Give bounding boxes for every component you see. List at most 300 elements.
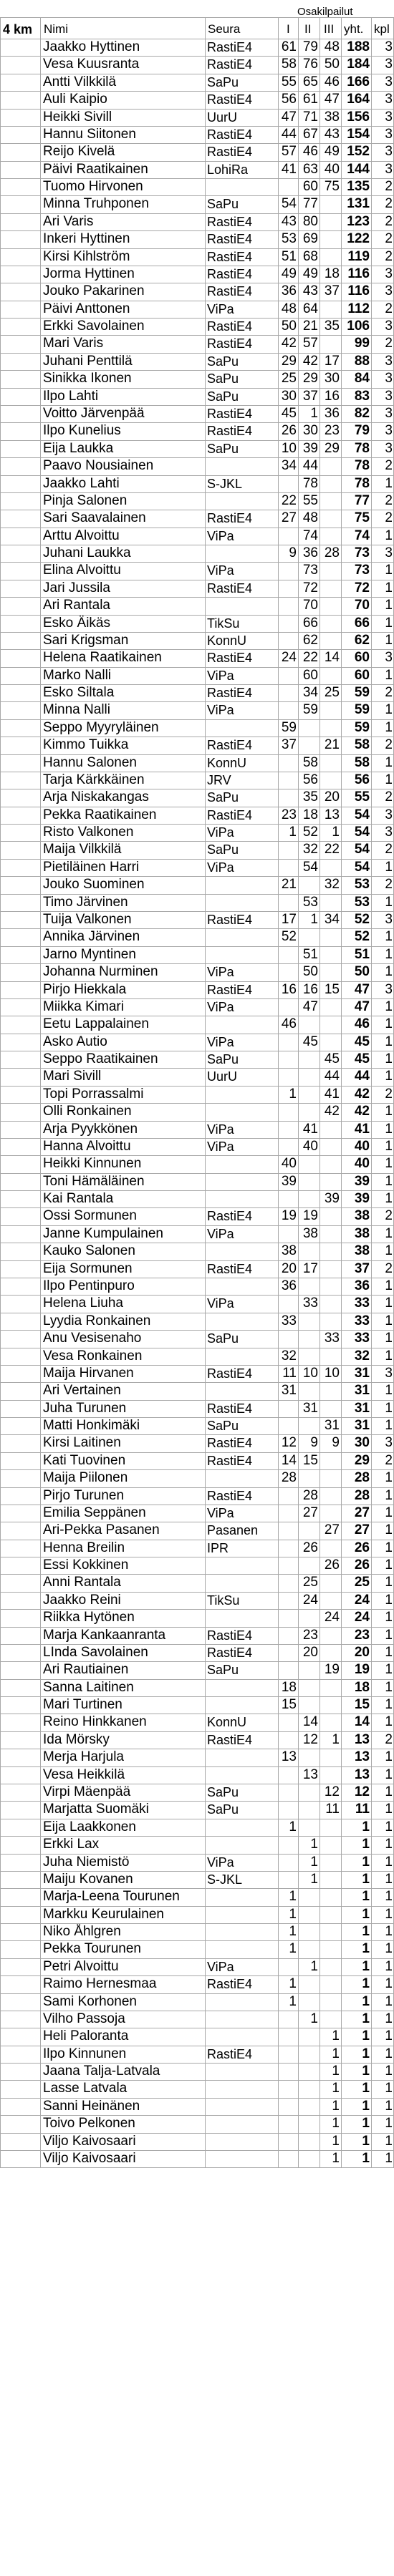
cell-club: ViPa <box>207 528 234 543</box>
table-row <box>0 1731 394 1749</box>
cell-round-2 <box>299 2080 318 2097</box>
cell-total: 30 <box>354 1435 370 1451</box>
cell-name: Kimmo Tuikka <box>43 737 129 753</box>
cell-round-1: 43 <box>281 213 297 229</box>
cell-count: 3 <box>385 109 393 125</box>
cell-round-2: 58 <box>302 754 318 770</box>
table-row <box>0 405 394 422</box>
cell-round-3: 75 <box>324 179 340 195</box>
table-row <box>0 422 394 439</box>
cell-round-1 <box>279 1731 297 1749</box>
cell-round-3 <box>321 1749 340 1766</box>
cell-club <box>206 1155 279 1172</box>
cell-round-2: 79 <box>302 39 318 54</box>
cell-club: RastiE4 <box>207 511 253 526</box>
cell-club <box>206 1557 279 1574</box>
cell-round-1: 1 <box>289 1993 297 2009</box>
table-row <box>0 701 394 719</box>
cell-total: 32 <box>354 1348 370 1364</box>
cell-name: Reino Hinkkanen <box>43 1714 147 1730</box>
cell-total: 78 <box>354 458 370 474</box>
cell-round-2: 44 <box>302 458 318 474</box>
cell-total: 116 <box>347 266 370 281</box>
cell-round-1: 1 <box>289 1924 297 1940</box>
cell-count: 1 <box>385 1906 393 1922</box>
cell-club: RastiE4 <box>207 319 253 334</box>
grid-hline <box>0 1417 394 1418</box>
cell-round-3 <box>321 1225 340 1243</box>
cell-total: 24 <box>354 1610 370 1625</box>
cell-round-3: 28 <box>324 545 340 561</box>
cell-total: 72 <box>354 580 370 596</box>
cell-total: 84 <box>354 371 370 387</box>
cell-count: 1 <box>385 719 393 735</box>
cell-club: ViPa <box>207 965 234 980</box>
grid-hline <box>0 667 394 668</box>
cell-round-2: 52 <box>302 825 318 840</box>
cell-count: 3 <box>385 825 393 840</box>
cell-name: Pirjo Turunen <box>43 1487 125 1503</box>
cell-count: 2 <box>385 1208 393 1224</box>
cell-count: 3 <box>385 39 393 54</box>
cell-count: 1 <box>385 1749 393 1765</box>
grid-vline <box>278 17 279 2167</box>
cell-total: 20 <box>354 1644 370 1660</box>
cell-round-2 <box>299 1557 318 1574</box>
table-row <box>0 1417 394 1434</box>
table-row <box>0 580 394 597</box>
cell-name: Raimo Hernesmaa <box>43 1976 157 1992</box>
cell-count: 1 <box>385 475 393 491</box>
column-header-round-3: III <box>324 22 335 36</box>
cell-club: KonnU <box>207 755 247 770</box>
cell-count: 2 <box>385 301 393 316</box>
cell-club <box>206 1086 279 1103</box>
table-row <box>0 492 394 510</box>
grid-hline <box>0 1382 394 1383</box>
cell-round-2 <box>299 2098 318 2115</box>
cell-name: Ari Vertainen <box>43 1383 121 1399</box>
cell-name: Asko Autio <box>43 1034 107 1049</box>
cell-round-1: 17 <box>281 912 297 927</box>
table-row <box>0 1784 394 1801</box>
cell-round-1 <box>279 178 297 195</box>
cell-round-3 <box>321 1592 340 1609</box>
cell-count: 1 <box>385 563 393 578</box>
grid-hline <box>0 1086 394 1087</box>
table-row <box>0 1819 394 1836</box>
cell-round-3 <box>321 1295 340 1312</box>
cell-round-2: 56 <box>302 772 318 787</box>
cell-count: 2 <box>385 336 393 351</box>
cell-club <box>206 1923 279 1940</box>
cell-club: SaPu <box>207 354 239 369</box>
cell-total: 156 <box>347 109 370 125</box>
cell-club <box>206 1103 279 1120</box>
cell-total: 33 <box>354 1331 370 1346</box>
grid-hline <box>0 1906 394 1907</box>
cell-club: RastiE4 <box>207 1209 253 1224</box>
cell-name: Erkki Lax <box>43 1837 100 1852</box>
cell-round-3: 1 <box>332 825 340 840</box>
cell-round-2: 10 <box>302 1365 318 1381</box>
table-row <box>0 649 394 666</box>
cell-round-3: 25 <box>324 685 340 701</box>
cell-club: RastiE4 <box>207 284 253 299</box>
cell-total: 1 <box>362 1854 370 1870</box>
grid-hline <box>0 2080 394 2081</box>
table-row <box>0 789 394 806</box>
cell-round-3 <box>321 859 340 876</box>
cell-count: 1 <box>385 1487 393 1503</box>
cell-name: Janne Kumpulainen <box>43 1225 163 1241</box>
table-row <box>0 1993 394 2011</box>
cell-club: SaPu <box>207 389 239 404</box>
cell-round-2: 40 <box>302 1138 318 1154</box>
cell-count: 2 <box>385 510 393 526</box>
cell-round-1 <box>279 2115 297 2132</box>
cell-club: S-JKL <box>207 476 243 491</box>
cell-name: Pekka Tourunen <box>43 1941 141 1957</box>
cell-round-1: 10 <box>281 440 297 456</box>
cell-round-3 <box>321 1644 340 1661</box>
cell-round-1: 31 <box>281 1383 297 1399</box>
table-row <box>0 126 394 143</box>
cell-name: Tarja Kärkkäinen <box>43 772 145 787</box>
cell-round-2 <box>299 1696 318 1714</box>
cell-round-2: 32 <box>302 842 318 857</box>
table-row <box>0 266 394 283</box>
cell-name: Jorma Hyttinen <box>43 266 135 281</box>
cell-total: 88 <box>354 353 370 369</box>
cell-round-2: 1 <box>310 1958 318 1974</box>
cell-round-1: 50 <box>281 319 297 334</box>
cell-round-3 <box>321 1836 340 1853</box>
cell-round-2: 64 <box>302 301 318 316</box>
cell-round-3 <box>321 1243 340 1260</box>
grid-vline <box>341 17 342 2167</box>
cell-round-3: 22 <box>324 842 340 857</box>
cell-round-3: 18 <box>324 266 340 281</box>
table-row <box>0 1295 394 1312</box>
grid-hline <box>0 422 394 423</box>
cell-round-1: 51 <box>281 248 297 264</box>
grid-vline <box>40 17 41 2167</box>
cell-round-1 <box>279 1487 297 1505</box>
table-row <box>0 1207 394 1225</box>
cell-total: 75 <box>354 510 370 526</box>
cell-name: Vesa Kuusranta <box>43 57 140 72</box>
cell-round-2: 73 <box>302 563 318 578</box>
cell-club: RastiE4 <box>207 1366 253 1381</box>
cell-club: ViPa <box>207 301 234 316</box>
cell-club: ViPa <box>207 1034 234 1049</box>
grid-hline <box>0 1993 394 1994</box>
cell-round-1: 44 <box>281 126 297 142</box>
cell-round-1 <box>279 2098 297 2115</box>
cell-name: Olli Ronkainen <box>43 1104 132 1119</box>
cell-round-2: 36 <box>302 545 318 561</box>
cell-count: 3 <box>385 283 393 299</box>
cell-round-2: 63 <box>302 161 318 177</box>
cell-round-2: 67 <box>302 126 318 142</box>
cell-round-2: 17 <box>302 1260 318 1276</box>
cell-name: Johanna Nurminen <box>43 964 158 980</box>
cell-round-3 <box>321 963 340 981</box>
cell-round-3 <box>321 1627 340 1644</box>
cell-name: Petri Alvoittu <box>43 1958 119 1974</box>
cell-total: 1 <box>362 1819 370 1834</box>
grid-hline <box>0 649 394 650</box>
cell-count: 1 <box>385 1557 393 1573</box>
cell-count: 1 <box>385 1104 393 1119</box>
cell-round-2: 15 <box>302 1452 318 1468</box>
cell-round-2: 18 <box>302 807 318 822</box>
table-row <box>0 370 394 387</box>
cell-round-2 <box>299 1330 318 1347</box>
cell-round-3 <box>321 1452 340 1469</box>
cell-club: RastiE4 <box>207 424 253 439</box>
cell-club: KonnU <box>207 1715 247 1730</box>
cell-round-2 <box>299 2046 318 2063</box>
cell-club <box>206 1609 279 1626</box>
cell-count: 1 <box>385 1714 393 1730</box>
cell-round-2: 62 <box>302 632 318 648</box>
grid-hline <box>0 1627 394 1628</box>
cell-total: 26 <box>354 1540 370 1555</box>
cell-round-2: 55 <box>302 492 318 508</box>
cell-round-3 <box>321 1975 340 1993</box>
cell-club: SaPu <box>207 790 239 805</box>
table-row <box>0 143 394 160</box>
cell-club: ViPa <box>207 1296 234 1311</box>
cell-total: 62 <box>354 632 370 648</box>
table-row <box>0 1644 394 1661</box>
cell-total: 154 <box>347 126 370 142</box>
cell-name: Mari Varis <box>43 336 104 351</box>
cell-round-1 <box>279 1051 297 1068</box>
grid-hline <box>0 1469 394 1470</box>
cell-round-1: 36 <box>281 283 297 299</box>
cell-count: 3 <box>385 161 393 177</box>
table-row <box>0 1487 394 1505</box>
cell-count: 1 <box>385 528 393 543</box>
table-row <box>0 928 394 946</box>
cell-name: Eija Laukka <box>43 440 114 456</box>
cell-total: 82 <box>354 405 370 421</box>
grid-hline <box>0 370 394 371</box>
cell-round-2: 12 <box>302 1731 318 1747</box>
group-header-osakilpailut: Osakilpailut <box>297 6 353 18</box>
cell-round-2 <box>299 1784 318 1801</box>
cell-total: 1 <box>362 2011 370 2026</box>
cell-count: 1 <box>385 1243 393 1259</box>
cell-round-2: 60 <box>302 667 318 683</box>
cell-total: 29 <box>354 1452 370 1468</box>
cell-name: Anu Vesisenaho <box>43 1331 142 1346</box>
cell-club: RastiE4 <box>207 1401 253 1416</box>
cell-club: ViPa <box>207 999 234 1014</box>
table-row <box>0 353 394 370</box>
cell-round-3: 21 <box>324 737 340 753</box>
table-row <box>0 528 394 545</box>
column-header-round-2: II <box>304 22 312 36</box>
cell-round-1: 20 <box>281 1260 297 1276</box>
cell-count: 1 <box>385 632 393 648</box>
cell-round-1: 33 <box>281 1313 297 1328</box>
cell-count: 2 <box>385 179 393 195</box>
cell-count: 1 <box>385 1191 393 1207</box>
cell-total: 19 <box>354 1662 370 1678</box>
cell-club: SaPu <box>207 441 239 456</box>
cell-round-3 <box>321 1854 340 1871</box>
cell-round-1 <box>279 1958 297 1975</box>
cell-name: Sinikka Ikonen <box>43 371 132 387</box>
cell-round-3: 27 <box>324 1522 340 1538</box>
cell-round-2 <box>299 1923 318 1940</box>
cell-round-3 <box>321 1906 340 1923</box>
cell-count: 1 <box>385 1383 393 1399</box>
cell-name: Markku Keurulainen <box>43 1906 164 1922</box>
cell-round-1: 53 <box>281 231 297 247</box>
cell-round-2: 43 <box>302 283 318 299</box>
cell-name: Emilia Seppänen <box>43 1505 146 1520</box>
cell-name: Eetu Lappalainen <box>43 1016 149 1032</box>
cell-round-2: 47 <box>302 998 318 1014</box>
cell-round-2 <box>299 737 318 754</box>
cell-total: 152 <box>347 144 370 160</box>
cell-count: 1 <box>385 964 393 980</box>
cell-name: Jaakko Lahti <box>43 475 120 491</box>
cell-name: Lasse Latvala <box>43 2081 128 2096</box>
table-row <box>0 824 394 841</box>
cell-round-3: 38 <box>324 109 340 125</box>
grid-hline <box>0 230 394 231</box>
cell-round-1 <box>279 1609 297 1626</box>
cell-round-3: 14 <box>324 650 340 666</box>
cell-name: Viljo Kaivosaari <box>43 2150 136 2166</box>
cell-round-2: 1 <box>310 1871 318 1887</box>
table-row <box>0 2150 394 2167</box>
table-row <box>0 335 394 352</box>
cell-count: 1 <box>385 1924 393 1940</box>
cell-club: RastiE4 <box>207 1453 253 1468</box>
cell-round-3 <box>321 1679 340 1696</box>
cell-name: Maija Hirvanen <box>43 1365 134 1381</box>
cell-round-3 <box>321 528 340 545</box>
cell-total: 1 <box>362 2081 370 2096</box>
cell-round-1: 38 <box>281 1243 297 1259</box>
grid-hline <box>0 2115 394 2116</box>
cell-name: Jouko Pakarinen <box>43 283 145 299</box>
cell-name: Esko Siltala <box>43 685 115 701</box>
table-row <box>0 213 394 230</box>
cell-total: 51 <box>354 946 370 962</box>
cell-round-1 <box>279 1784 297 1801</box>
cell-total: 40 <box>354 1138 370 1154</box>
cell-round-2 <box>299 1068 318 1085</box>
cell-total: 188 <box>347 39 370 54</box>
cell-count: 1 <box>385 1034 393 1049</box>
cell-round-3 <box>321 597 340 614</box>
cell-round-1 <box>279 1557 297 1574</box>
cell-total: 73 <box>354 545 370 561</box>
cell-round-3 <box>321 1016 340 1033</box>
cell-name: Arja Niskakangas <box>43 789 149 805</box>
cell-round-2: 27 <box>302 1505 318 1520</box>
grid-hline <box>0 1295 394 1296</box>
grid-hline <box>0 2063 394 2064</box>
cell-round-2: 1 <box>310 912 318 927</box>
cell-round-2: 1 <box>310 2011 318 2026</box>
cell-round-2 <box>299 1801 318 1818</box>
cell-total: 1 <box>362 2098 370 2114</box>
cell-name: Paavo Nousiainen <box>43 458 154 474</box>
cell-count: 1 <box>385 1802 393 1817</box>
cell-round-3: 1 <box>332 2046 340 2061</box>
column-header-club: Seura <box>208 22 241 36</box>
cell-round-3 <box>321 946 340 963</box>
table-row <box>0 2080 394 2097</box>
cell-count: 1 <box>385 2081 393 2096</box>
cell-round-1: 28 <box>281 1470 297 1486</box>
cell-round-1: 1 <box>289 1819 297 1834</box>
grid-hline <box>0 440 394 441</box>
cell-name: Elina Alvoittu <box>43 563 121 578</box>
cell-round-1: 22 <box>281 492 297 508</box>
cell-total: 144 <box>347 161 370 177</box>
cell-round-3 <box>321 667 340 684</box>
table-row <box>0 597 394 614</box>
cell-club: Pasanen <box>207 1523 259 1538</box>
cell-total: 39 <box>354 1191 370 1207</box>
cell-total: 70 <box>354 598 370 613</box>
cell-name: Voitto Järvenpää <box>43 405 145 421</box>
cell-round-3: 48 <box>324 39 340 54</box>
cell-round-1 <box>279 859 297 876</box>
cell-total: 31 <box>354 1400 370 1416</box>
table-row <box>0 615 394 632</box>
cell-count: 2 <box>385 842 393 857</box>
cell-total: 1 <box>362 1958 370 1974</box>
cell-round-1 <box>279 1190 297 1207</box>
cell-club: RastiE4 <box>207 686 253 701</box>
grid-hline <box>0 405 394 406</box>
cell-round-1 <box>279 1068 297 1085</box>
grid-hline <box>0 1225 394 1226</box>
cell-club: UurU <box>207 1069 238 1084</box>
table-row <box>0 1958 394 1975</box>
cell-round-1: 52 <box>281 929 297 945</box>
cell-round-2 <box>299 2133 318 2150</box>
grid-hline <box>0 701 394 702</box>
cell-count: 1 <box>385 702 393 718</box>
cell-name: Pietiläinen Harri <box>43 859 140 875</box>
table-row <box>0 510 394 527</box>
cell-count: 1 <box>385 929 393 945</box>
cell-round-3: 1 <box>332 2081 340 2096</box>
cell-count: 1 <box>385 1400 393 1416</box>
cell-count: 2 <box>385 737 393 753</box>
cell-round-1: 12 <box>281 1435 297 1451</box>
cell-round-1 <box>279 841 297 858</box>
cell-round-2: 46 <box>302 144 318 160</box>
cell-round-1 <box>279 597 297 614</box>
cell-total: 47 <box>354 998 370 1014</box>
table-row <box>0 1243 394 1260</box>
table-row <box>0 2115 394 2132</box>
cell-total: 52 <box>354 929 370 945</box>
